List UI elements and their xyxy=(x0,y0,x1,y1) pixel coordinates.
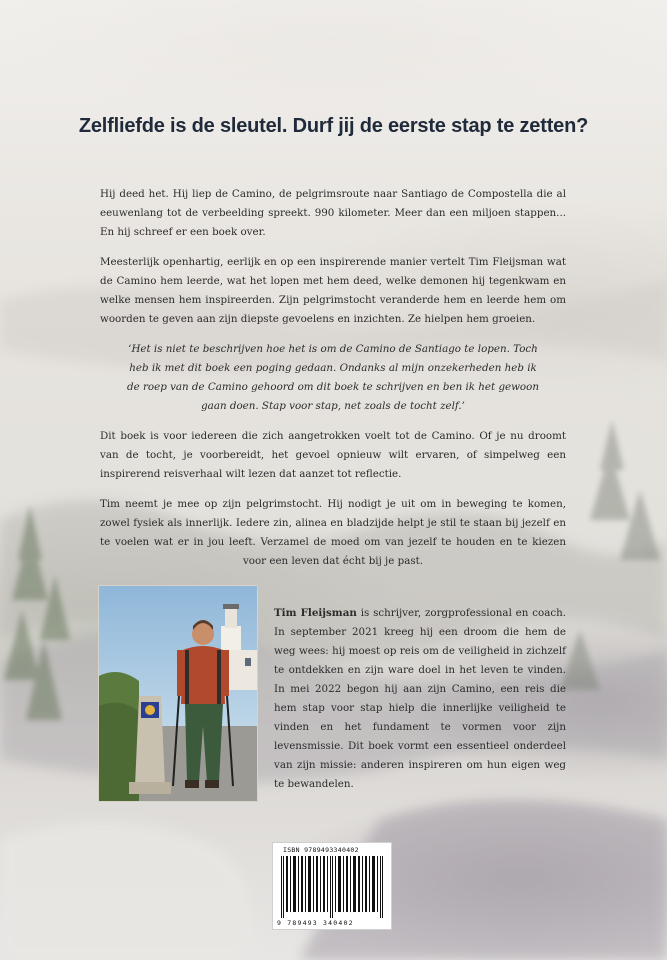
paragraph-summary: Meesterlijk openhartig, eerlijk en op een inspirerende manier vertelt Tim Fleijsman wat de Camino hem leerde, wat het lopen met hem deed, welke demonen hij tegenkwam en welke mensen hem inspireerden. Zijn pelgrimstocht veranderde hem en leerde hem om woorden te geven aan zijn diepste gevoelens en inzichten. Ze hielpen hem groeien. xyxy=(100,256,566,325)
paragraph-audience: Dit boek is voor iedereen die zich aangetrokken voelt tot de Camino. Of je nu droomt van de tocht, je voorbereidt, het gevoel opnieuw wilt ervaren, of simpelweg een inspirerend reisverhaal wilt lezen dat aanzet tot reflectie. xyxy=(100,430,566,480)
paragraph-intro: Hij deed het. Hij liep de Camino, de pelgrimsroute naar Santiago de Compostella die al eeuwenlang tot de verbeelding spreekt. 990 kilometer. Meer dan een miljoen stappen... En hij schreef er een boek over. xyxy=(100,188,566,238)
author-quote: ‘Het is niet te beschrijven hoe het is om de Camino de Santiago te lopen. Toch heb ik met dit boek een poging gedaan. Ondanks al mijn onzekerheden heb ik de roep van de Camino gehoord om dit boek te schrijven en ben ik het gewoon gaan doen. Stap voor stap, net zoals de tocht zelf.’ xyxy=(127,343,539,412)
barcode-bars xyxy=(281,856,383,918)
author-photo-illustration xyxy=(99,586,257,801)
isbn-barcode xyxy=(272,842,392,930)
author-bio xyxy=(274,604,566,794)
author-photo xyxy=(98,585,258,802)
headline: Zelfliefde is de sleutel. Durf jij de eerste stap te zetten? xyxy=(78,115,589,137)
barcode-digits: 9 789493 340402 xyxy=(277,919,354,927)
description-body xyxy=(100,185,566,582)
author-bio-text: is schrijver, zorgprofessional en coach. In september 2021 kreeg hij een droom die hem de weg wees: hij moest op reis om de veiligheid in zichzelf te ontdekken en zijn ware doel in het leven te vinden. In mei 2022 begon hij aan zijn Camino, een reis die hem stap voor stap hielp die innerlijke veiligheid te vinden en het fundament te vormen voor zijn levensmissie. Dit boek vormt een essentieel onderdeel van zijn missie: anderen inspireren om hun eigen weg te bewandelen. xyxy=(274,607,566,790)
isbn-label: ISBN 9789493340402 xyxy=(283,846,359,854)
author-name: Tim Fleijsman xyxy=(274,607,357,619)
paragraph-invitation: Tim neemt je mee op zijn pelgrimstocht. Hij nodigt je uit om in beweging te komen, zowel fysiek als innerlijk. Iedere zin, alinea en bladzijde helpt je stil te staan bij jezelf en te voelen wat er in jou leeft. Verzamel de moed om van jezelf te houden en te kiezen voor een leven dat écht bij je past. xyxy=(100,498,566,567)
